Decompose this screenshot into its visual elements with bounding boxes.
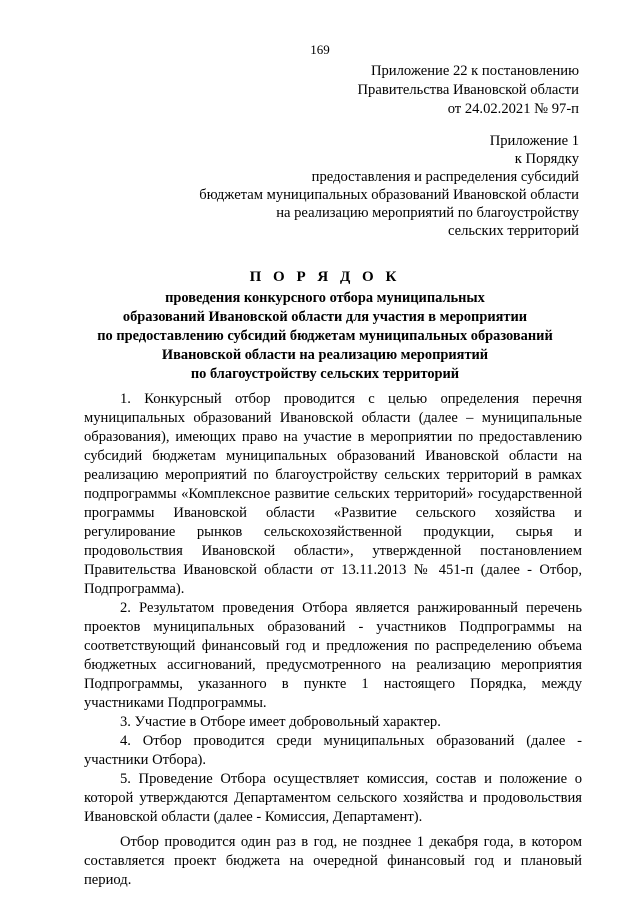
document-subtitle-line: по благоустройству сельских территорий: [190, 366, 460, 382]
annex-1-line: сельских территорий: [447, 223, 579, 239]
annex-22-line: от 24.02.2021 № 97-п: [447, 101, 579, 117]
annex-1-line: бюджетам муниципальных образований Ивановской области: [199, 187, 579, 203]
annex-22-line: Приложение 22 к постановлению: [370, 63, 579, 79]
paragraph-6: Отбор проводится один раз в год, не позднее 1 декабря года, в котором составляется проект бюджета на очередной финансовый год и плановый период.: [84, 834, 582, 888]
page-number: 169: [310, 42, 330, 57]
document-subtitle-line: по предоставлению субсидий бюджетам муниципальных образований: [97, 328, 553, 344]
annex-1-line: Приложение 1: [489, 133, 579, 149]
document-subtitle-line: Ивановской области на реализацию мероприятий: [161, 347, 489, 363]
paragraph-5: 5. Проведение Отбора осуществляет комиссия, состав и положение о которой утверждаются Департаментом сельского хозяйства и продовольствия Ивановской области (далее - Комиссия, Департамент).: [84, 771, 582, 825]
paragraph-4: 4. Отбор проводится среди муниципальных образований (далее - участники Отбора).: [84, 733, 582, 768]
document-title-block: [70, 268, 580, 384]
paragraph-3: 3. Участие в Отборе имеет добровольный характер.: [120, 714, 441, 730]
annex-22-line: Правительства Ивановской области: [357, 82, 579, 98]
paragraph-2: 2. Результатом проведения Отбора является ранжированный перечень проектов муниципальных образований - участников Подпрограммы на соответствующий финансовый год и предложения по распределению объема бюджетных ассигнований, предусмотренного на реализацию мероприятия Подпрограммы, указанного в пункте 1 настоящего Порядка, между участниками Подпрограммы.: [84, 600, 582, 711]
annex-1-line: на реализацию мероприятий по благоустройству: [276, 205, 579, 221]
annex-1-header: [199, 132, 579, 240]
document-subtitle-line: проведения конкурсного отбора муниципальных: [165, 290, 485, 306]
document-title: П О Р Я Д О К: [249, 269, 401, 285]
annex-1-line: к Порядку: [514, 151, 579, 167]
document-body: [84, 390, 582, 890]
annex-1-line: предоставления и распределения субсидий: [311, 169, 579, 185]
annex-22-header: [358, 62, 579, 119]
document-subtitle-line: образований Ивановской области для участия в мероприятии: [122, 309, 528, 325]
paragraph-1: 1. Конкурсный отбор проводится с целью определения перечня муниципальных образований Ивановской области (далее – муниципальные образования), имеющих право на участие в мероприятии по предоставлению субсидий бюджетам муниципальных образований Ивановской области на реализацию мероприятий по благоустройству сельских территорий в рамках подпрограммы «Комплексное развитие сельских территорий» государственной программы Ивановской области «Развитие сельского хозяйства и регулирование рынков сельскохозяйственной продукции, сырья и продовольствия Ивановской области», утвержденной постановлением Правительства Ивановской области от 13.11.2013 № 451-п (далее - Отбор, Подпрограмма).: [84, 391, 582, 597]
